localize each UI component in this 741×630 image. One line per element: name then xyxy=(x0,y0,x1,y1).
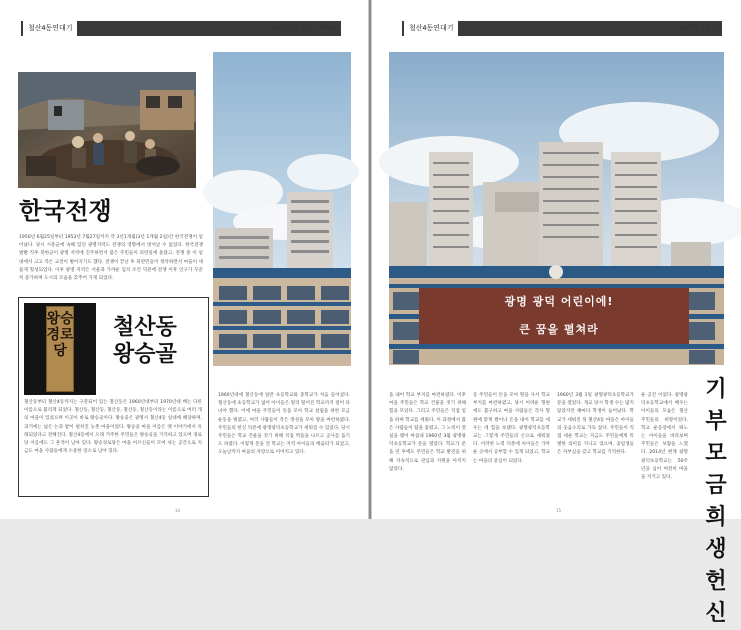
donation-title-word-1: 기부 xyxy=(705,377,727,434)
signboard-photo xyxy=(24,303,96,395)
page-number: 14 xyxy=(175,508,181,513)
village-body-text: 철산동부터 철산4동까지는 구분되어 있는 철산동은 1960년대부터 1970년대 배는 다른 이름으로 불리게 되었다. 철산동, 철산동, 철산동, 철산동, 철산동이라는 이름으로 여러 개의 마을이 있었으며 이곳이 바로 왕승골이다. 왕승골은 광명시 철산4동 일대에 해당하며, 과거에는 넓은 논과 밭이 펼쳐진 농촌 마을이었다. 왕승골 마을 이름은 옛 이야기에서 유래되었다고 전해진다. 철산4동에서 오래 거주한 주민들은 왕승골을 기억하고 있으며 경로당 이름에도 그 흔적이 남아 있다. 왕승경로당은 마을 어르신들이 모여 쉬는 공간으로 지금도 마을 사람들에게 소중한 장소로 남아 있다. xyxy=(24,400,202,455)
section-tag: 철산4동연대기 xyxy=(23,21,77,36)
donation-title xyxy=(696,374,736,630)
page-number: 15 xyxy=(556,508,562,513)
header-date: 1960년 3월 1일 xyxy=(680,25,721,31)
donation-title-word-3: 희생 xyxy=(705,505,727,562)
donation-title-word-4: 헌신 xyxy=(705,569,727,626)
village-title-line2: 왕승골 xyxy=(113,342,177,367)
school-building-photo xyxy=(389,52,724,365)
banner-line-1: 광명 광덕 어린이에! xyxy=(504,295,614,308)
war-title: 한국전쟁 xyxy=(19,197,112,225)
left-page xyxy=(0,0,369,519)
section-tag: 철산4동연대기 xyxy=(404,21,458,36)
school-body-text: 1960년대에 철산동에 일반 초등학교와 중학교가 처음 들어섰다. 철산동에 초등학교가 없어 아이들은 멀리 떨어진 학교까지 걸어 다녀야 했다. 이에 마을 주민들이 뜻을 모아 학교 설립을 위한 모금 운동을 벌였고, 여러 사람들이 작은 정성을 모아 땅을 마련하였다. 주민들의 헌신 덕분에 광명광덕초등학교가 세워질 수 있었다. 당시 주민들은 학교 건물을 짓기 위해 직접 벽돌을 나르고 공사를 돕기도 하였다. 이렇게 문을 연 학교는 지역 아이들의 배움터가 되었고, 오늘날까지 마을의 자랑으로 이어지고 있다. xyxy=(218,393,350,456)
right-page xyxy=(371,0,741,626)
apartment-school-photo-left xyxy=(213,52,351,366)
body-column-1: 을 내어 학교 부지를 마련하였다. 이후 마을 주민들은 학교 건물을 짓기 위해 힘을 모았다. 그리고 주민들은 직접 일을 하며 학교를 세웠다. 이 과정에서 많은 사람들이 땀을 흘렸고, 그 노력이 결실을 맺어 마침내 1960년 3월 광명광덕초등학교가 문을 열었다. 학교가 문을 연 후에도 주민들은 학교 발전을 위해 지속적으로 관심과 지원을 아끼지 않았다. xyxy=(389,393,466,472)
donation-title-word-2: 모금 xyxy=(705,441,727,498)
header-date: 1950년 6월 25일 / 1960년 xyxy=(270,25,339,31)
body-column-4: 운 공간 이었다. 광명광덕초등학교에서 배우는 아이들의 모습은 철산 주민들의 희망이었다. 학교 운동장에서 뛰노는 아이들을 바라보며 주민들은 보람을 느꼈다. 2014년 현재 광명광덕초등학교는 50주년을 넘어 여전히 마을을 지키고 있다. xyxy=(641,393,688,481)
banner-line-2: 큰 꿈을 펼쳐라 xyxy=(519,323,599,336)
village-title-line1: 철산동 xyxy=(113,315,177,340)
signboard-text: 왕승경로당 xyxy=(46,311,74,359)
body-column-3: 1960년 3월 1일 광명광덕초등학교가 문을 열었다. 개교 당시 학생 수는 많지 않았지만 해마다 학생이 늘어났다. 학교가 세워진 뒤 철산4동 마을은 아이들의 웃음소리로 가득 찼다. 주민들이 직접 세운 학교는 지금도 주민들에게 특별한 의미를 지니고 있으며, 졸업생들은 자부심을 갖고 학교를 기억한다. xyxy=(557,393,634,456)
war-body-text: 1950년 6월25일부터 1953년 7월27일까지 약 3년1개월(3년 1개월 2일)간 한국전쟁이 일어났다. 당시 시흥군에 속해 있던 광명지역도 전쟁의 영향에서 벗어날 수 없었다. 한국전쟁 발발 직후 북한군이 광명 지역에 진주하면서 많은 주민들이 피란길에 올랐고, 전쟁 중 이 일대에서 크고 작은 교전이 벌어지기도 했다. 전쟁이 끝난 후 피란민들이 정착하면서 마을이 새롭게 형성되었다. 이후 광명 지역은 서울과 가까운 입지 조건 덕분에 전쟁 이후 인구가 꾸준히 증가하며 도시의 모습을 갖추어 가게 되었다. xyxy=(19,235,203,282)
body-column-2: 동 주민들이 돈을 모아 땅을 사서 학교 부지를 마련하였고, 당시 어려운 형편에도 불구하고 마을 사람들은 각자 형편에 맞게 쌀이나 돈을 내어 학교를 세우는 데 힘을 보탰다. 광명광덕초등학교는 그렇게 주민들의 손으로 세워졌다. 이러한 노력 덕분에 아이들은 가까운 곳에서 공부할 수 있게 되었고, 학교는 마을의 중심이 되었다. xyxy=(473,393,550,464)
war-diorama-photo xyxy=(18,72,196,188)
